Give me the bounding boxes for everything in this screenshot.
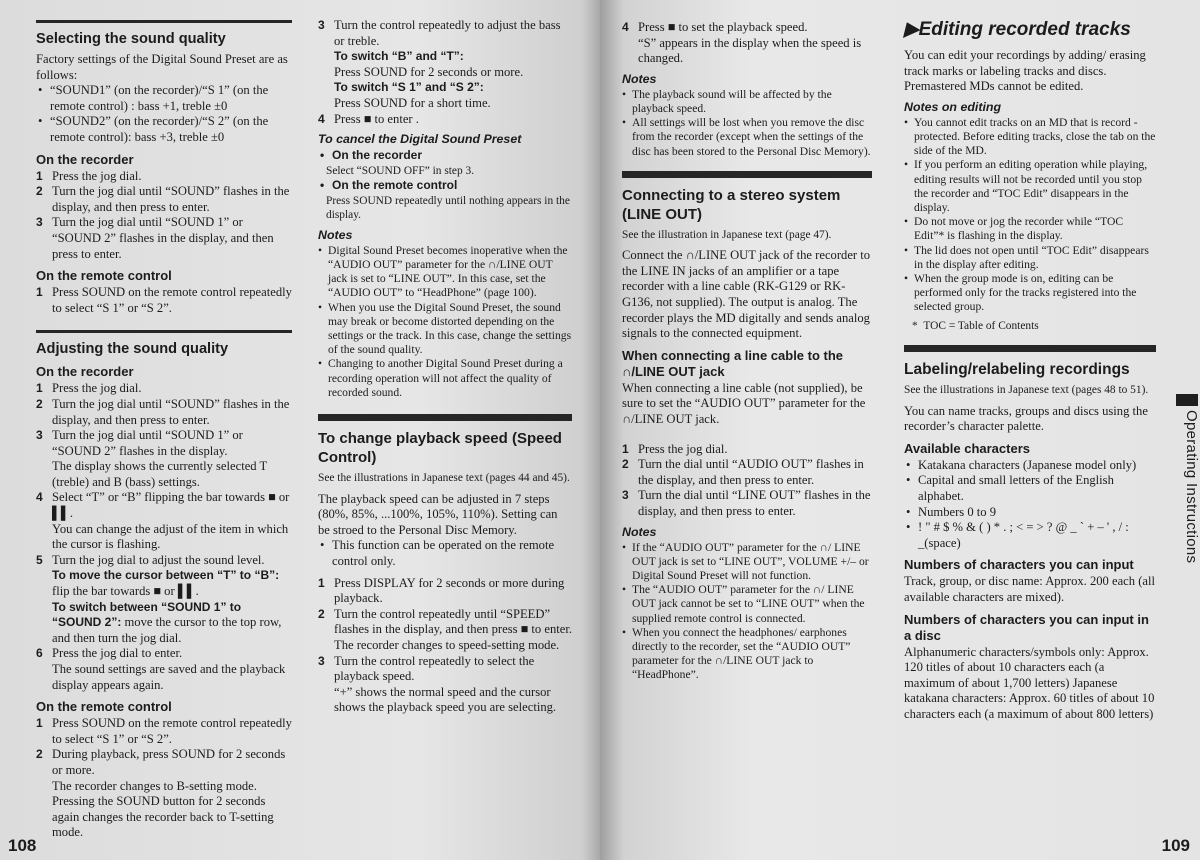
bullet-item: • This function can be operated on the remote control only.: [318, 538, 572, 569]
right-page: [600, 0, 1200, 860]
bullet-item: • ! " # $ % & ( ) * . ; < = > ? @ _ ` + – ' , / : _(space): [904, 520, 1156, 551]
subheading: Numbers of characters you can input: [904, 557, 1134, 573]
section-rule: [318, 414, 572, 421]
step: 4 Press ■ to set the playback speed. “S” appears in the display when the speed is changed.: [622, 20, 862, 66]
note-item: • If you perform an editing operation while playing, editing results will not be recorded until you stop the recorder and “TOC Edit” disappears in the display.: [904, 158, 1156, 215]
step: 3 Turn the dial until “LINE OUT” flashes in the display, and then press to enter.: [622, 488, 871, 519]
note-item: • When the group mode is on, editing can be performed only for the tracks registered into the selected group.: [904, 272, 1156, 315]
cancel-heading: To cancel the Digital Sound Preset: [318, 132, 522, 147]
subheading: When connecting a line cable to the ∩/LINE OUT jack: [622, 347, 844, 379]
section-title: To change playback speed (Speed Control): [318, 430, 562, 467]
step: 2 Turn the jog dial until “SOUND” flashes in the display, and then press to enter.: [36, 396, 290, 427]
section-rule: [36, 20, 292, 23]
note-item: • The lid does not open until “TOC Edit” disappears in the display after editing.: [904, 244, 1156, 272]
section-rule: [36, 330, 292, 333]
step: 3 Turn the jog dial until “SOUND 1” or “SOUND 2” flashes in the display. The display shows the currently selected T (treble) and B (bass) settings.: [36, 428, 267, 489]
section-title: Labeling/relabeling recordings: [904, 361, 1130, 379]
right-column-1: [622, 20, 872, 683]
note-item: • If the “AUDIO OUT” parameter for the ∩/ LINE OUT jack is set to “LINE OUT”, VOLUME +/– or Digital Sound Preset will not function.: [622, 541, 872, 584]
right-column-2: [904, 12, 1156, 723]
step: 3 Turn the control repeatedly to select the playback speed. “+” shows the normal speed and the cursor shows the playback speed you are selecting.: [318, 653, 557, 715]
note-item: • Changing to another Digital Sound Preset during a recording operation will not affect the quality of recorded sound.: [318, 357, 572, 400]
bullet-item: • “SOUND1” (on the recorder)/“S 1” (on the remote control) : bass +1, treble ±0: [36, 83, 292, 114]
step: 6 Press the jog dial to enter. The sound settings are saved and the playback display appears again.: [36, 646, 286, 692]
step: 1 Press DISPLAY for 2 seconds or more during playback.: [318, 575, 565, 606]
note-item: • The playback sound will be affected by the playback speed.: [622, 88, 872, 116]
note-item: • When you use the Digital Sound Preset, the sound may break or become distorted depending on the settings or the track. In this case, change the settings of the sound quality.: [318, 301, 572, 358]
page-number: 108: [8, 836, 37, 855]
step: 3 Turn the jog dial until “SOUND 1” or “SOUND 2” flashes in the display, and then press to enter.: [36, 215, 274, 261]
page-number: 109: [1161, 836, 1190, 855]
notes-heading: Notes: [622, 71, 657, 86]
subheading: Numbers of characters you can input in a disc: [904, 611, 1149, 643]
section-title: Adjusting the sound quality: [36, 341, 229, 358]
section-tab: [1174, 394, 1200, 572]
left-column-1: [36, 14, 292, 841]
section-title: Connecting to a stereo system (LINE OUT): [622, 186, 841, 223]
step: 1 Press SOUND on the remote control repeatedly to select “S 1” or “S 2”.: [36, 285, 292, 315]
paragraph: See the illustrations in Japanese text (pages 44 and 45).: [318, 472, 570, 485]
tab-bar: [1176, 394, 1198, 406]
note-item: • Digital Sound Preset becomes inoperative when the “AUDIO OUT” parameter for the ∩/LINE OUT jack is set to “LINE OUT”. In this case, set the “AUDIO OUT” to “HeadPhone” (page 100).: [318, 244, 572, 301]
paragraph: Press SOUND repeatedly until nothing appears in the display.: [326, 194, 570, 222]
step: 1 Press the jog dial.: [622, 441, 728, 456]
subheading: On the remote control: [36, 699, 172, 715]
subheading: Available characters: [904, 440, 1030, 456]
bullet-item: • Katakana characters (Japanese model only): [904, 458, 1156, 474]
footnote: * TOC = Table of Contents: [912, 319, 1039, 332]
step: 2 Turn the control repeatedly until “SPEED” flashes in the display, and then press ■ to enter. The recorder changes to speed-setting mode.: [318, 606, 572, 652]
bullet-item: • On the remote control: [318, 178, 572, 194]
subheading: On the recorder: [36, 364, 134, 380]
step: 5 Turn the jog dial to adjust the sound level. To move the cursor between “T” to “B”: flip the bar towards ■ or ▌▌. To switch between “SOUND 1” to “SOUND 2”: move the cursor to the top row, and then turn the jog dial.: [36, 552, 282, 645]
note-item: • You cannot edit tracks on an MD that is record -protected. Before editing tracks, close the tab on the side of the MD.: [904, 116, 1156, 159]
step: 4 Select “T” or “B” flipping the bar towards ■ or ▌▌. You can change the adjust of the item in which the cursor is flashing.: [36, 490, 290, 552]
subheading: On the remote control: [36, 268, 172, 284]
tab-label: Operating Instructions: [1183, 410, 1200, 564]
paragraph: Select “SOUND OFF” in step 3.: [326, 164, 475, 177]
paragraph: You can edit your recordings by adding/ erasing track marks or labeling tracks and discs.: [904, 48, 1146, 78]
section-title: Selecting the sound quality: [36, 31, 226, 47]
note-item: • When you connect the headphones/ earphones directly to the recorder, set the “AUDIO OUT” parameter for the ∩/LINE OUT jack to “HeadPhone”.: [622, 626, 872, 683]
paragraph: See the illustration in Japanese text (page 47).: [622, 228, 832, 241]
paragraph: The playback speed can be adjusted in 7 steps (80%, 85%, ...100%, 105%, 110%). Setting can be stroed to the Personal Disc Memory.: [318, 491, 558, 537]
paragraph: Premastered MDs cannot be edited.: [904, 79, 1084, 94]
paragraph: See the illustrations in Japanese text (pages 48 to 51).: [904, 384, 1149, 397]
step: 2 Turn the dial until “AUDIO OUT” flashes in the display, and then press to enter.: [622, 457, 864, 487]
step: 1 Press SOUND on the remote control repeatedly to select “S 1” or “S 2”.: [36, 716, 292, 746]
paragraph: Factory settings of the Digital Sound Preset are as follows:: [36, 52, 288, 82]
section-rule: [904, 345, 1156, 352]
bullet-item: • On the recorder: [318, 148, 572, 164]
notes-heading: Notes: [622, 524, 657, 539]
note-item: • Do not move or jog the recorder while “TOC Edit”* is flashing in the display.: [904, 215, 1156, 243]
step: 4 Press ■ to enter .: [318, 111, 419, 126]
step: 1 Press the jog dial.: [36, 168, 142, 183]
step: 1 Press the jog dial.: [36, 381, 142, 396]
subheading: On the recorder: [36, 151, 134, 167]
paragraph: Alphanumeric characters/symbols only: Approx. 120 titles of about 10 characters each (a maximum of about 1,700 letters) Japanese katakana characters: Approx. 60 titles of about 10 characters each (a maximum of about 800 letters): [904, 644, 1155, 721]
notes-heading: Notes: [318, 227, 353, 242]
chapter-title: ▶Editing recorded tracks: [904, 19, 1131, 40]
paragraph: You can name tracks, groups and discs using the recorder’s character palette.: [904, 403, 1148, 434]
note-item: • The “AUDIO OUT” parameter for the ∩/ LINE OUT jack cannot be set to “LINE OUT” when the supplied remote control is connected.: [622, 583, 872, 626]
step: 2 During playback, press SOUND for 2 seconds or more. The recorder changes to B-setting mode. Pressing the SOUND button for 2 seconds again changes the recorder back to T-setting mode.: [36, 747, 286, 840]
note-item: • All settings will be lost when you remove the disc from the recorder (except when the settings of the disc has been stored to the Personal Disc Memory).: [622, 116, 872, 159]
step: 3 Turn the control repeatedly to adjust the bass or treble. To switch “B” and “T”: Press SOUND for 2 seconds or more. To switch “S 1” and “S 2”: Press SOUND for a short time.: [318, 18, 561, 110]
bullet-item: • “SOUND2” (on the recorder)/“S 2” (on the remote control): bass +3, treble ±0: [36, 114, 292, 145]
bullet-item: • Numbers 0 to 9: [904, 505, 1156, 521]
left-column-2: [318, 18, 572, 716]
paragraph: Connect the ∩/LINE OUT jack of the recorder to the LINE IN jacks of an amplifier or a tape recorder with a line cable (RK-G129 or RK-G136, not supplied). The output is analog. The recorder plays the MD digitally and sends analog signals to the connected equipment.: [622, 248, 871, 341]
paragraph: Track, group, or disc name: Approx. 200 each (all available characters are mixed).: [904, 574, 1156, 604]
section-rule: [622, 171, 872, 178]
step: 2 Turn the jog dial until “SOUND” flashes in the display, and then press to enter.: [36, 184, 290, 214]
notes-heading: Notes on editing: [904, 99, 1002, 114]
paragraph: When connecting a line cable (not supplied), be sure to set the “AUDIO OUT” parameter for the ∩/LINE OUT jack.: [622, 380, 866, 427]
bullet-item: • Capital and small letters of the English alphabet.: [904, 473, 1156, 504]
